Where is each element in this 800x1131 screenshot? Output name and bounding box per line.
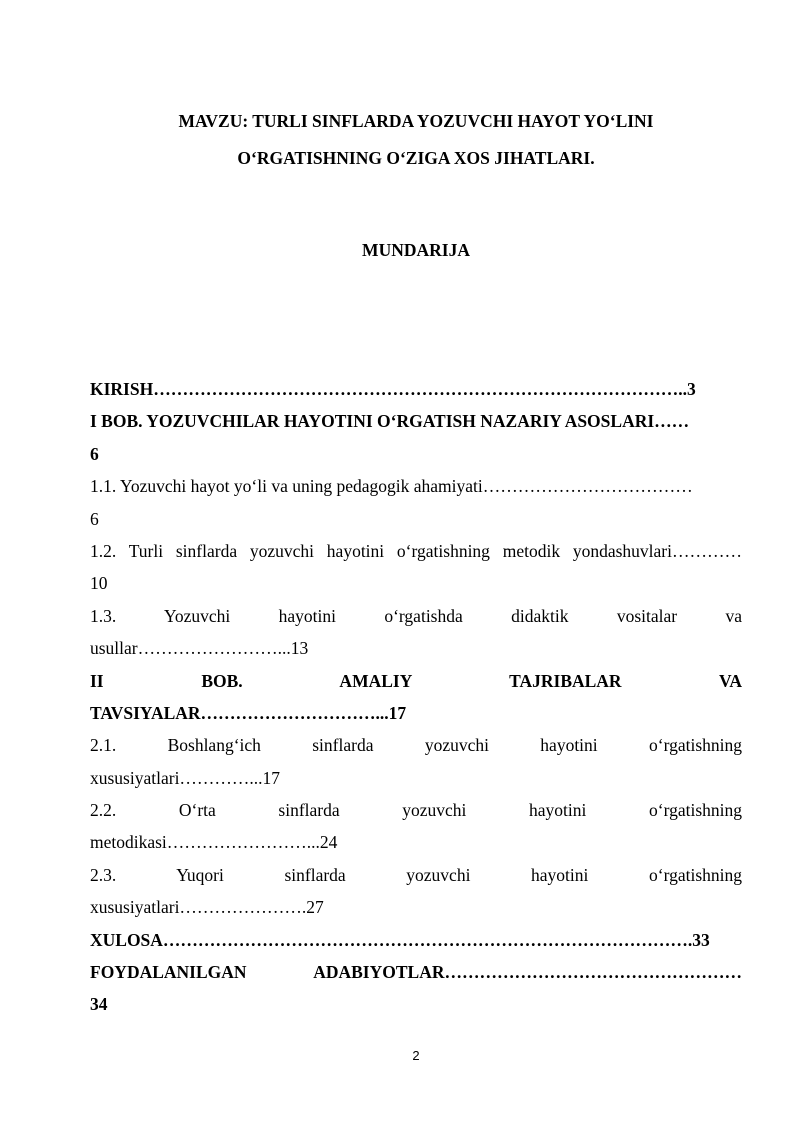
page-number: 2 (412, 1048, 420, 1063)
toc-line: FOYDALANILGAN ADABIYOTLAR…………………………………………… (90, 962, 742, 983)
toc-line: metodikasi……………………...24 (90, 832, 338, 853)
title-line-1: MAVZU: TURLI SINFLARDA YOZUVCHI HAYOT YO‘LINI (178, 111, 654, 131)
toc-line: xususiyatlari………………….27 (90, 897, 324, 918)
toc-line: 6 (90, 443, 99, 464)
toc-line: XULOSA……………………………………………………………………………….33 (90, 929, 710, 950)
toc-line: xususiyatlari…………...17 (90, 767, 281, 788)
toc-line: TAVSIYALAR…………………………...17 (90, 702, 407, 723)
toc-line: 34 (90, 994, 108, 1015)
toc-line: 10 (90, 573, 108, 594)
toc-line: II BOB. AMALIY TAJRIBALAR VA (90, 670, 742, 691)
toc-line: KIRISH………………………………………………………………………………..3 (90, 379, 696, 399)
toc-line: 2.2. O‘rta sinflarda yozuvchi hayotini o‘rgatishning (90, 800, 742, 821)
toc-line: 1.3. Yozuvchi hayotini o‘rgatishda didaktik vositalar va (90, 605, 742, 626)
toc-line: I BOB. YOZUVCHILAR HAYOTINI O‘RGATISH NAZARIY ASOSLARI…… (90, 411, 690, 432)
toc-line: 6 (90, 508, 99, 529)
toc-line: 2.3. Yuqori sinflarda yozuvchi hayotini o‘rgatishning (90, 864, 742, 885)
title-line-2: O‘RGATISHNING O‘ZIGA XOS JIHATLARI. (237, 148, 595, 168)
toc-line: 2.1. Boshlang‘ich sinflarda yozuvchi hayotini o‘rgatishning (90, 735, 742, 756)
contents-heading: MUNDARIJA (362, 240, 470, 260)
table-of-contents (90, 373, 742, 1021)
toc-line: 1.1. Yozuvchi hayot yo‘li va uning pedagogik ahamiyati……………………………… (90, 476, 693, 497)
toc-line: 1.2. Turli sinflarda yozuvchi hayotini o‘rgatishning metodik yondashuvlari………… (90, 540, 742, 561)
toc-line: usullar……………………...13 (90, 638, 309, 659)
